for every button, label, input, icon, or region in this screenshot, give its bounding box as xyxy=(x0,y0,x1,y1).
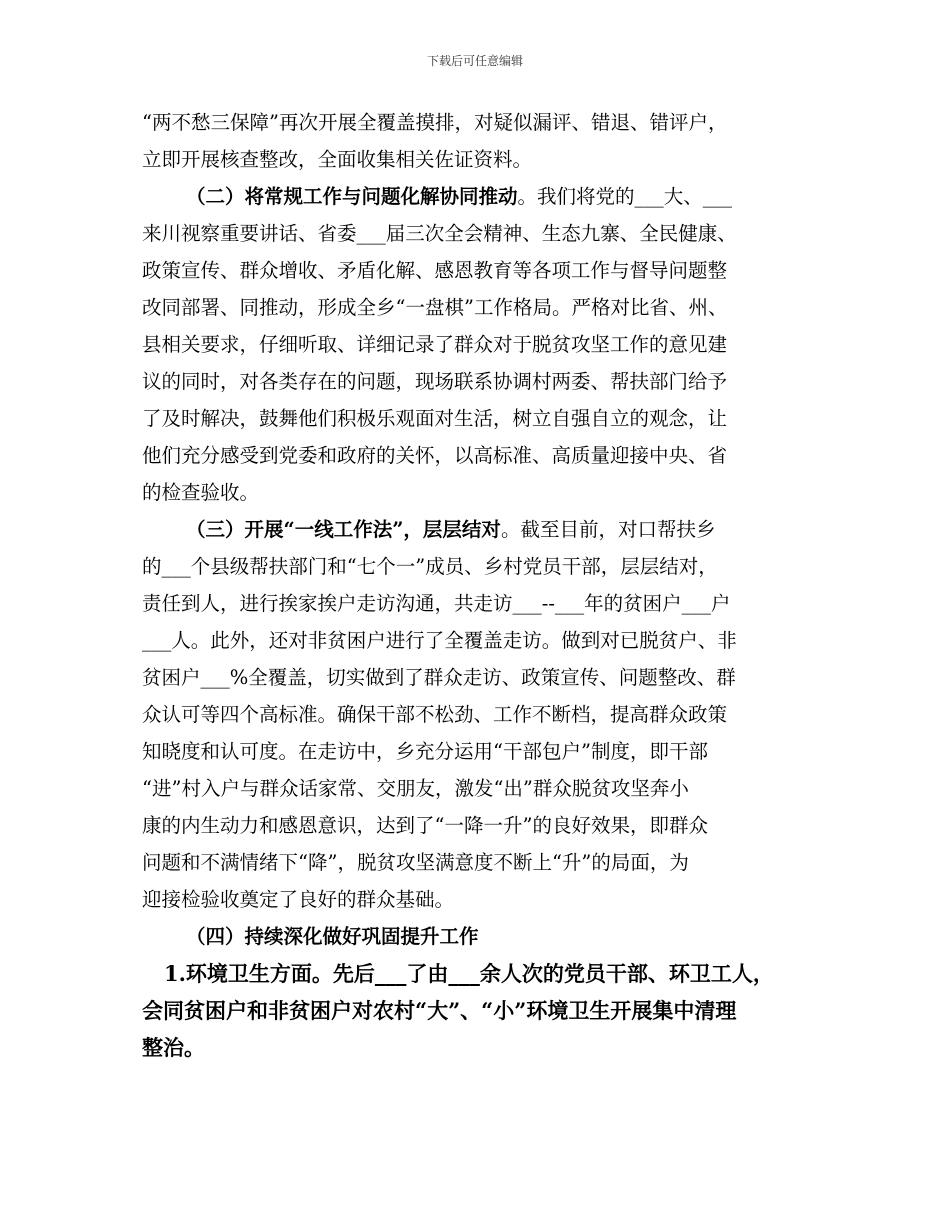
page-header: 下载后可任意编辑 xyxy=(426,54,523,68)
line-text: 县相关要求，仔细听取、详细记录了群众对于脱贫攻坚工作的意见建 xyxy=(142,333,728,356)
bold-line-text: 整治。 xyxy=(142,1035,205,1060)
text-line xyxy=(142,474,826,511)
text-line xyxy=(142,289,826,326)
line-text: 问题和不满情绪下“降”，脱贫攻坚满意度不断上“升”的局面，为 xyxy=(142,851,689,874)
bold-line-text: 1.环境卫生方面。先后___了由___余人次的党员干部、环卫工人， xyxy=(164,961,774,986)
text-line xyxy=(142,696,826,733)
text-line xyxy=(142,733,826,770)
bold-text-line xyxy=(142,1029,826,1066)
line-text: 的检查验收。 xyxy=(142,481,260,504)
section-heading-line xyxy=(142,918,826,955)
line-text: 康的内生动力和感恩意识，达到了“一降一升”的良好效果，即群众 xyxy=(142,814,708,837)
line-text: 众认可等四个高标准。确保干部不松劲、工作不断档，提高群众政策 xyxy=(142,703,728,726)
document-body xyxy=(142,104,826,1066)
text-line xyxy=(142,548,826,585)
line-text: 。我们将党的___大、___ xyxy=(517,185,733,208)
line-text: 了及时解决，鼓舞他们积极乐观面对生活，树立自强自立的观念，让 xyxy=(142,407,728,430)
line-text: 。截至目前，对口帮扶乡 xyxy=(500,518,716,541)
section-heading-line xyxy=(142,511,826,548)
section-heading: （三）开展“一线工作法”，层层结对 xyxy=(186,518,501,541)
text-line xyxy=(142,622,826,659)
line-text: “进”村入户与群众话家常、交朋友，激发“出”群众脱贫攻坚奔小 xyxy=(142,777,689,800)
line-text: 贫困户___%全覆盖，切实做到了群众走访、政策宣传、问题整改、群 xyxy=(142,666,736,689)
text-line xyxy=(142,881,826,918)
text-line xyxy=(142,363,826,400)
line-text: “两不愁三保障”再次开展全覆盖摸排，对疑似漏评、错退、错评户， xyxy=(142,111,728,134)
section-heading: （四）持续深化做好巩固提升工作 xyxy=(186,925,479,948)
text-line xyxy=(142,215,826,252)
bold-text-line xyxy=(142,955,826,992)
line-text: 迎接检验收奠定了良好的群众基础。 xyxy=(142,888,455,911)
line-text: 知晓度和认可度。在走访中，乡充分运用“干部包户”制度，即干部 xyxy=(142,740,708,763)
line-text: 立即开展核查整改，全面收集相关佐证资料。 xyxy=(142,148,533,171)
line-text: 改同部署、同推动，形成全乡“一盘棋”工作格局。严格对比省、州、 xyxy=(142,296,728,319)
text-line xyxy=(142,659,826,696)
line-text: 议的同时，对各类存在的问题，现场联系协调村两委、帮扶部门给予 xyxy=(142,370,728,393)
section-heading-line xyxy=(142,178,826,215)
line-text: 政策宣传、群众增收、矛盾化解、感恩教育等各项工作与督导问题整 xyxy=(142,259,728,282)
line-text: 来川视察重要讲话、省委___届三次全会精神、生态九寨、全民健康、 xyxy=(142,222,737,245)
section-heading: （二）将常规工作与问题化解协同推动 xyxy=(186,185,518,208)
line-text: 他们充分感受到党委和政府的关怀，以高标准、高质量迎接中央、省 xyxy=(142,444,728,467)
bold-line-text: 会同贫困户和非贫困户对农村“大”、“小”环境卫生开展集中清理 xyxy=(142,998,737,1023)
line-text: ___人。此外，还对非贫困户进行了全覆盖走访。做到对已脱贫户、非 xyxy=(142,629,737,652)
text-line xyxy=(142,104,826,141)
text-line xyxy=(142,252,826,289)
text-line xyxy=(142,585,826,622)
text-line xyxy=(142,326,826,363)
text-line xyxy=(142,437,826,474)
text-line xyxy=(142,844,826,881)
bold-text-line xyxy=(142,992,826,1029)
text-line xyxy=(142,400,826,437)
line-text: 责任到人，进行挨家挨户走访沟通，共走访___--___年的贫困户___户 xyxy=(142,592,731,615)
text-line xyxy=(142,807,826,844)
line-text: 的___个县级帮扶部门和“七个一”成员、乡村党员干部，层层结对， xyxy=(142,555,718,578)
text-line xyxy=(142,141,826,178)
text-line xyxy=(142,770,826,807)
